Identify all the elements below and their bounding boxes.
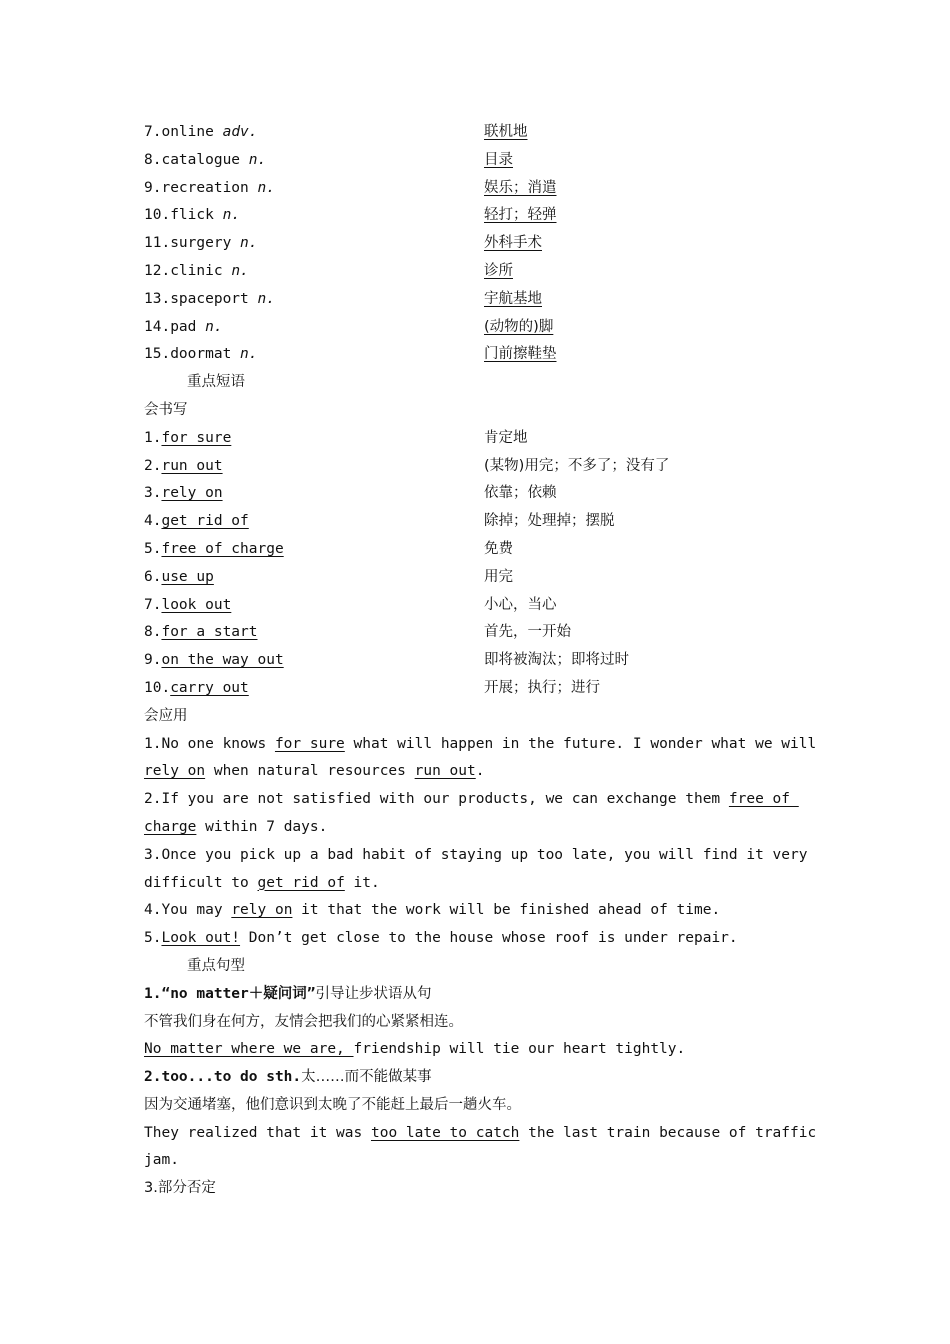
pattern-list	[144, 981, 817, 1203]
phrase-text: run out	[161, 457, 223, 474]
item-number: 7.	[144, 596, 162, 613]
apply-sentence: 1.No one knows for sure what will happen in the future. I wonder what we will	[144, 735, 817, 752]
item-number: 9.	[144, 179, 162, 196]
vocab-item	[144, 202, 804, 230]
vocab-item	[144, 314, 804, 342]
apply-list	[144, 731, 817, 953]
pattern-title: 3.部分否定	[144, 1180, 216, 1197]
phrase-meaning: 开展；执行；进行	[484, 679, 600, 696]
phrase-text: for a start	[161, 624, 258, 641]
apply-sentence: 3.Once you pick up a bad habit of staying up too late, you will find it very	[144, 846, 808, 863]
phrase-list	[144, 425, 804, 703]
part-of-speech: n.	[257, 179, 275, 196]
item-number: 8.	[144, 624, 162, 641]
phrase-meaning: 依靠；依赖	[484, 485, 557, 502]
item-number: 7.	[144, 124, 162, 140]
vocab-meaning: 娱乐；消遣	[484, 179, 557, 196]
pattern-english: They realized that it was too late to catch the last train because of traffic	[144, 1124, 817, 1141]
vocab-meaning: 目录	[484, 151, 513, 168]
item-number: 6.	[144, 568, 162, 585]
item-number: 3.	[144, 485, 162, 502]
item-number: 14.	[144, 318, 171, 335]
item-number: 10.	[144, 679, 171, 696]
apply-sentence: 2.If you are not satisfied with our products, we can exchange them free of	[144, 791, 799, 808]
vocab-meaning: 外科手术	[484, 235, 542, 252]
vocab-meaning: 联机地	[484, 124, 528, 140]
phrase-item	[144, 564, 804, 592]
item-number: 4.	[144, 513, 162, 530]
vocab-word: flick	[170, 207, 214, 224]
item-number: 15.	[144, 346, 171, 363]
item-number: 11.	[144, 235, 171, 252]
phrase-item	[144, 675, 804, 703]
phrase-text: carry out	[170, 679, 249, 696]
phrase-item	[144, 647, 804, 675]
vocab-word: recreation	[161, 179, 249, 196]
pattern-chinese: 不管我们身在何方，友情会把我们的心紧紧相连。	[144, 1013, 463, 1030]
answer-blank: rely on	[144, 763, 206, 780]
item-number: 1.	[144, 429, 162, 446]
subsection-heading: 会书写	[144, 401, 188, 418]
vocab-item	[144, 147, 804, 175]
vocab-word: spaceport	[170, 290, 249, 307]
vocab-meaning: 门前擦鞋垫	[484, 346, 557, 363]
part-of-speech: adv.	[222, 124, 258, 140]
item-number: 12.	[144, 262, 171, 279]
item-number: 5.	[144, 540, 162, 557]
vocab-word: online	[161, 124, 214, 140]
phrase-meaning: 小心，当心	[484, 596, 557, 613]
vocab-meaning: (动物的)脚	[484, 318, 554, 335]
pattern-chinese: 因为交通堵塞，他们意识到太晚了不能赶上最后一趟火车。	[144, 1096, 521, 1113]
part-of-speech: n.	[222, 207, 241, 224]
phrase-item	[144, 508, 804, 536]
vocab-list	[144, 119, 804, 369]
answer-blank: run out	[414, 763, 476, 780]
answer-blank: free of	[728, 791, 799, 808]
vocab-word: clinic	[170, 262, 223, 279]
apply-sentence-cont: rely on when natural resources run out.	[144, 763, 485, 780]
vocab-word: catalogue	[161, 151, 241, 168]
vocab-item	[144, 286, 804, 314]
vocab-word: doormat	[170, 346, 232, 363]
phrase-text: rely on	[161, 485, 223, 502]
item-number: 13.	[144, 290, 171, 307]
pattern-english-cont: jam.	[144, 1152, 179, 1169]
answer-blank: charge	[144, 818, 197, 835]
section-heading: 重点句型	[187, 957, 245, 974]
vocab-meaning: 宇航基地	[484, 290, 542, 307]
phrase-meaning: 用完	[484, 568, 513, 585]
item-number: 8.	[144, 151, 162, 168]
phrase-meaning: 肯定地	[484, 429, 528, 446]
vocab-word: pad	[170, 318, 197, 335]
apply-sentence-cont: charge within 7 days.	[144, 818, 328, 835]
phrase-item	[144, 536, 804, 564]
phrase-item	[144, 453, 804, 481]
phrase-meaning: 免费	[484, 540, 513, 557]
item-number: 2.	[144, 457, 162, 474]
subsection-heading: 会应用	[144, 707, 188, 724]
apply-sentence: 4.You may rely on it that the work will be finished ahead of time.	[144, 902, 721, 919]
part-of-speech: n.	[205, 318, 223, 335]
phrase-item	[144, 592, 804, 620]
part-of-speech: n.	[240, 346, 258, 363]
phrase-text: free of charge	[161, 540, 284, 557]
phrase-meaning: 首先，一开始	[484, 624, 571, 641]
phrase-meaning: 除掉；处理掉；摆脱	[484, 513, 615, 530]
part-of-speech: n.	[248, 151, 267, 168]
section-heading: 重点短语	[187, 374, 245, 391]
vocab-meaning: 轻打；轻弹	[484, 207, 557, 224]
phrase-item	[144, 425, 804, 453]
apply-sentence: 5.Look out! Don’t get close to the house whose roof is under repair.	[144, 930, 738, 947]
phrase-text: for sure	[161, 429, 232, 446]
phrase-text: get rid of	[161, 513, 249, 530]
pattern-english: No matter where we are, friendship will tie our heart tightly.	[144, 1041, 686, 1058]
vocab-item	[144, 119, 804, 147]
answer-blank: Look out!	[161, 930, 241, 947]
answer-blank: for sure	[274, 735, 345, 752]
pattern-title: 1.“no matter＋疑问词”引导让步状语从句	[144, 985, 432, 1002]
apply-sentence-cont: difficult to get rid of it.	[144, 874, 380, 891]
phrase-text: on the way out	[161, 652, 284, 669]
answer-blank: too late to catch	[370, 1124, 520, 1141]
pattern-title: 2.too...to do sth.太……而不能做某事	[144, 1069, 432, 1086]
phrase-text: use up	[161, 568, 214, 585]
phrase-text: look out	[161, 596, 232, 613]
vocab-item	[144, 230, 804, 258]
document-page	[144, 119, 817, 1203]
phrase-meaning: 即将被淘汰；即将过时	[484, 652, 629, 669]
phrase-meaning: (某物)用完；不多了；没有了	[484, 457, 670, 474]
vocab-word: surgery	[170, 235, 232, 252]
part-of-speech: n.	[257, 290, 275, 307]
answer-blank: No matter where we are,	[144, 1041, 354, 1058]
answer-blank: rely on	[231, 902, 293, 919]
vocab-item	[144, 341, 804, 369]
phrase-item	[144, 480, 804, 508]
answer-blank: get rid of	[257, 874, 345, 891]
item-number: 9.	[144, 652, 162, 669]
part-of-speech: n.	[240, 235, 258, 252]
phrase-item	[144, 619, 804, 647]
vocab-item	[144, 175, 804, 203]
part-of-speech: n.	[231, 262, 249, 279]
vocab-meaning: 诊所	[484, 262, 513, 279]
item-number: 10.	[144, 207, 171, 224]
vocab-item	[144, 258, 804, 286]
